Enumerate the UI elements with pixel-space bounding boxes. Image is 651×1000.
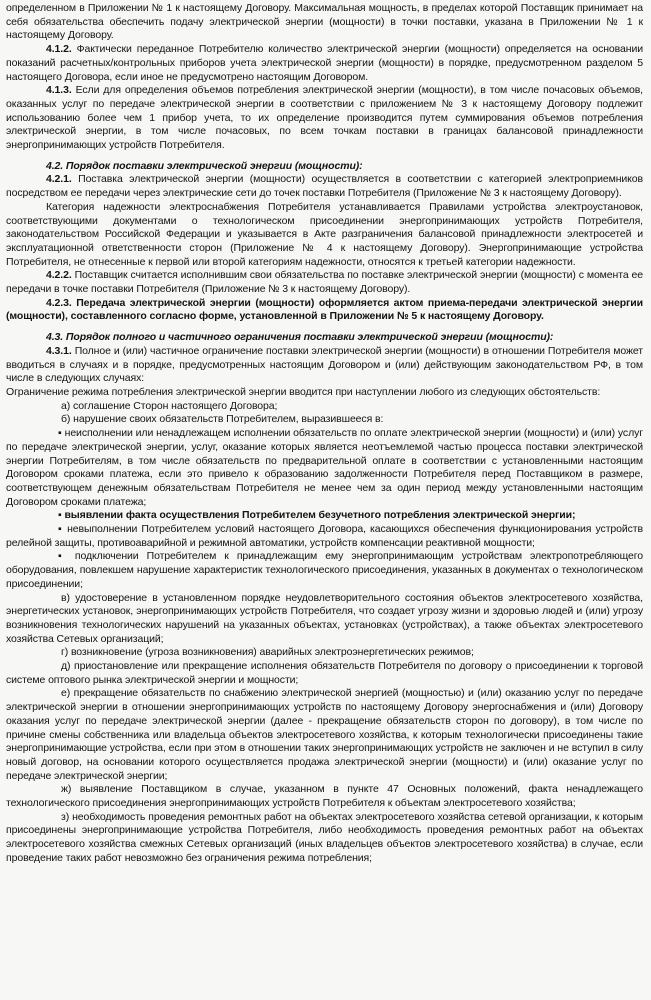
clause-4-1-2 <box>6 43 643 84</box>
clause-number: 4.3.1. <box>46 344 72 357</box>
clause-text: Поставка электрической энергии (мощности) осуществляется в соответствии с категорией электроприемников посредством ее передачи через электрические сети до точек поставки Потребителя (Приложение № 3 к настоящему Договору). <box>6 173 643 200</box>
clause-number: 4.2.3. <box>46 296 72 309</box>
clause-text: Фактически переданное Потребителю количество электрической энергии (мощности) определяется на основании показаний расчетных/контрольных приборов учета электрической энергии (мощности) в порядке, предусмотренном разделом 5 настоящего Договора, если иное не предусмотрено настоящим Договором. <box>6 43 643 83</box>
bullet-unmetered-consumption: ▪ выявлении факта осуществления Потребителем безучетного потребления электрической энергии; <box>58 509 576 522</box>
clause-number: 4.2.2. <box>46 269 72 282</box>
clause-4-3-1 <box>6 345 643 386</box>
bullet-equipment-connection: ▪ подключении Потребителем к принадлежащим ему энергопринимающим устройствам электропотребляющего оборудования, повлекшем нарушение характеристик технологического присоединения, указанных в документах о технологическом присоединении; <box>6 550 643 590</box>
item-g: г) возникновение (угроза возникновения) аварийных электроэнергетических режимов; <box>61 646 474 659</box>
section-heading-4-3: 4.3. Порядок полного и частичного ограничения поставки электрической энергии (мощности): <box>46 331 554 344</box>
item-z: з) необходимость проведения ремонтных работ на объектах электросетевого хозяйства сетевой организации, к которым присоединены энергопринимающие устройства Потребителя, либо необходимость проведения ремонтных работ на объектах электросетевого хозяйства смежных Сетевых организаций (иных владельцев объектов электросетевого хозяйства) в случае, если проведение таких работ невозможно без ограничения режима потребления; <box>6 810 643 864</box>
paragraph-reliability-category: Категория надежности электроснабжения Потребителя устанавливается Правилами устройства электроустановок, соответствующими документами о технологическом присоединении энергопринимающих устройств Потребителя, законодательством Российской Федерации и указывается в Акте разграничения балансовой принадлежности электросетей и эксплуатационной ответственности сторон (Приложение № 4 к настоящему Договору). Энергопринимающие устройства Потребителя, не отнесенные к первой или второй категориям надежности, относятся к третьей категории надежности. <box>6 200 643 268</box>
bullet-protection-conditions: ▪ невыполнении Потребителем условий настоящего Договора, касающихся обеспечения функционирования устройств релейной защиты, противоаварийной и режимной автоматики, устройств компенсации реактивной мощности; <box>6 523 643 549</box>
paragraph-restriction-intro: Ограничение режима потребления электрической энергии вводится при наступлении любого из следующих обстоятельств: <box>6 385 601 398</box>
item-d: д) приостановление или прекращение исполнения обязательств Потребителя по договору о присоединении к торговой системе оптового рынка электрической энергии и мощности; <box>6 660 643 686</box>
clause-number: 4.1.3. <box>46 84 72 97</box>
clause-text: Поставщик считается исполнившим свои обязательства по поставке электрической энергии (мощности) с момента ее передачи в точке поставки Потребителя (Приложение № 3 к настоящему Договору). <box>6 269 643 296</box>
item-e: е) прекращение обязательств по снабжению электрической энергией (мощностью) и (или) оказанию услуг по передаче электрической энергии в отношении энергопринимающих устройств по настоящему Договору энергоснабжения и (или) Договору оказания услуг по передаче электрической энергии (далее - прекращение обязательств сторон по договору), в том числе по причине смены собственника или владельца объектов электросетевого хозяйства, к которым технологически присоединены такие энергопринимающие устройства, если при этом в отношении таких энергопринимающих устройств не заключен и не вступил в силу новый договор, на основании которого осуществляется продажа электрической энергии (мощности) и (или) оказание услуг по передаче электрической энергии; <box>6 687 643 782</box>
item-b: б) нарушение своих обязательств Потребителем, выразившееся в: <box>61 413 384 426</box>
section-heading-4-2: 4.2. Порядок поставки электрической энергии (мощности): <box>46 159 363 172</box>
clause-text: Полное и (или) частичное ограничение поставки электрической энергии (мощности) в отношении Потребителя может вводиться в случаях и в порядке, предусмотренных настоящим Договором и (или) действующим законодательством РФ, в том числе в следующих случаях: <box>6 344 643 385</box>
paragraph-max-power: определенном в Приложении № 1 к настоящему Договору. Максимальная мощность, в пределах которой Поставщик принимает на себя обязательства обеспечить подачу электрической энергии (мощности) в точки поставки, указана в Приложении № 1 к настоящему Договору. <box>6 2 643 42</box>
clause-4-2-2 <box>6 269 643 296</box>
item-a: а) соглашение Сторон настоящего Договора; <box>61 399 278 412</box>
clause-text: Если для определения объемов потребления электрической энергии (мощности), в том числе почасовых объемов, оказанных услуг по передаче электрической энергии в соответствии с приложением № 3 к настоящему Договору подлежит использованию более чем 1 прибор учета, то их определение производится путем суммирования объемов потребления электрической энергии, в том числе почасовых, по всем точкам поставки в границах балансовой принадлежности энергопринимающих устройств Потребителя. <box>6 84 643 152</box>
clause-4-2-3 <box>6 297 643 324</box>
item-v: в) удостоверение в установленном порядке неудовлетворительного состояния объектов электросетевого хозяйства, энергетических установок, энергопринимающих устройств Потребителя, что создает угрозу жизни и здоровью людей и (или) угрозу возникновения технологических нарушений на указанных объектах, установках (устройствах), а также объектах электросетевого хозяйства Сетевых организаций; <box>6 591 643 645</box>
clause-number: 4.1.2. <box>46 43 72 56</box>
clause-4-1-3 <box>6 84 643 153</box>
bullet-payment-default: ▪ неисполнении или ненадлежащем исполнении обязательств по оплате электрической энергии (мощности) и (или) услуг по передаче электрической энергии, услуг, оказание которых является неотъемлемой частью процесса поставки электрической энергии Потребителям, в том числе обязательств по предварительной оплате в соответствии с установленными настоящим Договором сроками платежа, если это привело к образованию задолженности Потребителя перед Поставщиком в размере, соответствующем денежным обязательствам Потребителя не менее чем за один период между установленными настоящим Договором сроками платежа; <box>6 427 643 508</box>
clause-4-2-1 <box>6 173 643 200</box>
clause-number: 4.2.1. <box>46 173 72 186</box>
clause-text: Передача электрической энергии (мощности) оформляется актом приема-передачи электрической энергии (мощности), составленного согласно форме, установленной в Приложении № 5 к настоящему Договору. <box>6 296 643 323</box>
item-zh: ж) выявление Поставщиком в случае, указанном в пункте 47 Основных положений, факта ненадлежащего технологического присоединения энергопринимающих устройств Потребителя к объектам электросетевого хозяйства; <box>6 783 643 810</box>
